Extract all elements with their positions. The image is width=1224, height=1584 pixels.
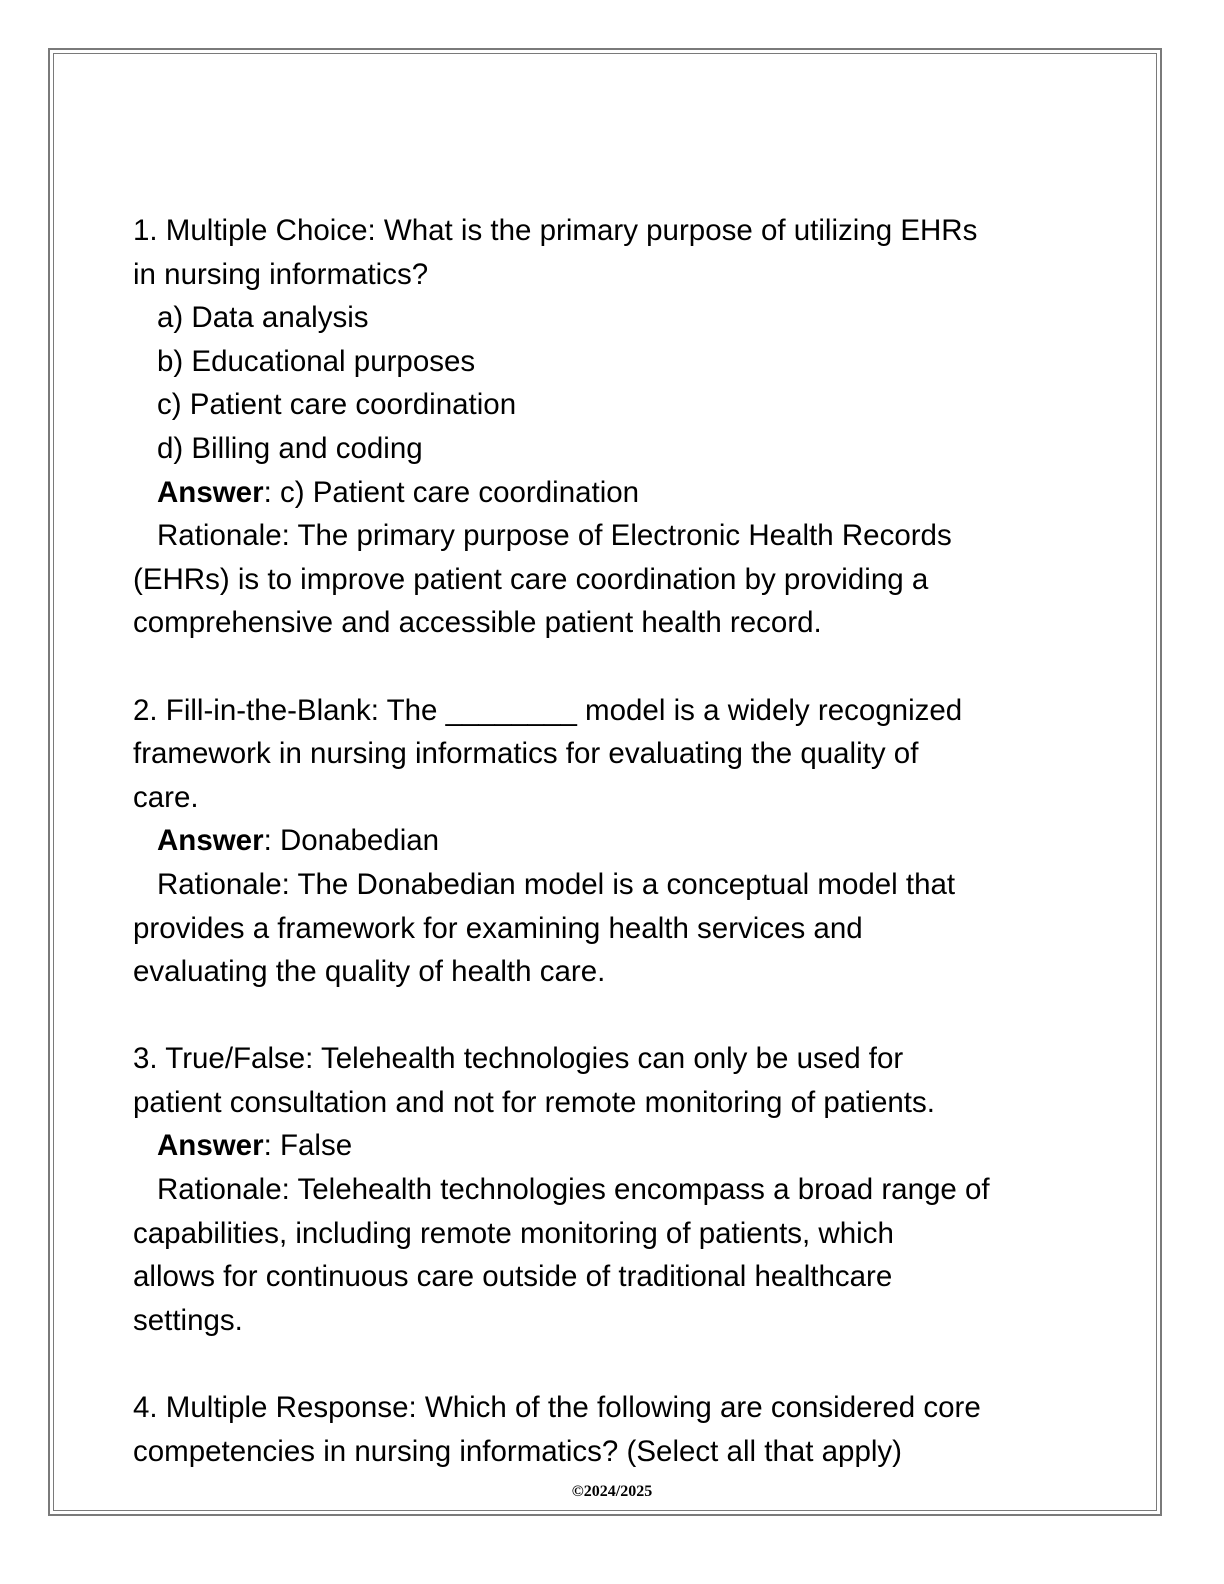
question-3-rationale-line-2: capabilities, including remote monitoring of patients, which: [133, 1216, 894, 1250]
question-3-rationale-line-4: settings.: [133, 1303, 243, 1337]
question-4-line-2: competencies in nursing informatics? (Select all that apply): [133, 1434, 903, 1468]
question-3-answer: [133, 1124, 1093, 1168]
question-1-rationale-line-1: Rationale: The primary purpose of Electronic Health Records: [157, 519, 952, 553]
question-3: [133, 1037, 1093, 1342]
copyright-footer: ©2024/2025: [571, 1483, 653, 1500]
spacer: [133, 994, 1093, 1038]
question-2-line-3: care.: [133, 780, 199, 814]
question-4: [133, 1386, 1093, 1473]
spacer: [133, 645, 1093, 689]
question-1-line-1: 1. Multiple Choice: What is the primary purpose of utilizing EHRs: [133, 214, 978, 247]
question-2-answer-label: Answer: [157, 824, 264, 858]
question-2-answer-text: : Donabedian: [263, 824, 440, 858]
question-1: [133, 209, 1093, 645]
question-2: [133, 689, 1093, 994]
question-3-line-2: patient consultation and not for remote monitoring of patients.: [133, 1085, 935, 1119]
spacer: [133, 1342, 1093, 1386]
question-2-line-1: 2. Fill-in-the-Blank: The ________ model is a widely recognized: [133, 693, 963, 727]
question-3-answer-label: Answer: [157, 1129, 264, 1163]
question-3-rationale-line-3: allows for continuous care outside of traditional healthcare: [133, 1260, 893, 1294]
question-1-rationale-line-3: comprehensive and accessible patient health record.: [133, 606, 822, 640]
question-2-rationale-line-3: evaluating the quality of health care.: [133, 955, 606, 989]
question-2-rationale-line-2: provides a framework for examining health services and: [133, 911, 863, 945]
question-4-line-1: 4. Multiple Response: Which of the following are considered core: [133, 1391, 981, 1425]
question-2-answer: [133, 819, 1093, 863]
question-1-line-2: in nursing informatics?: [133, 257, 429, 291]
question-1-option-c: c) Patient care coordination: [157, 388, 517, 422]
question-1-answer-text: : c) Patient care coordination: [263, 475, 640, 509]
question-2-rationale-line-1: Rationale: The Donabedian model is a conceptual model that: [157, 867, 956, 901]
question-1-option-a: a) Data analysis: [157, 301, 369, 335]
question-1-option-b: b) Educational purposes: [157, 344, 476, 378]
question-1-answer-label: Answer: [157, 475, 264, 509]
question-3-rationale-line-1: Rationale: Telehealth technologies encompass a broad range of: [157, 1173, 990, 1207]
question-2-line-2: framework in nursing informatics for evaluating the quality of: [133, 737, 919, 771]
question-1-option-d: d) Billing and coding: [157, 431, 423, 465]
question-1-answer: [133, 471, 1093, 515]
document-body: [133, 209, 1093, 1473]
question-3-answer-text: : False: [263, 1129, 353, 1163]
question-1-rationale-line-2: (EHRs) is to improve patient care coordination by providing a: [133, 562, 929, 596]
question-3-line-1: 3. True/False: Telehealth technologies can only be used for: [133, 1042, 904, 1076]
